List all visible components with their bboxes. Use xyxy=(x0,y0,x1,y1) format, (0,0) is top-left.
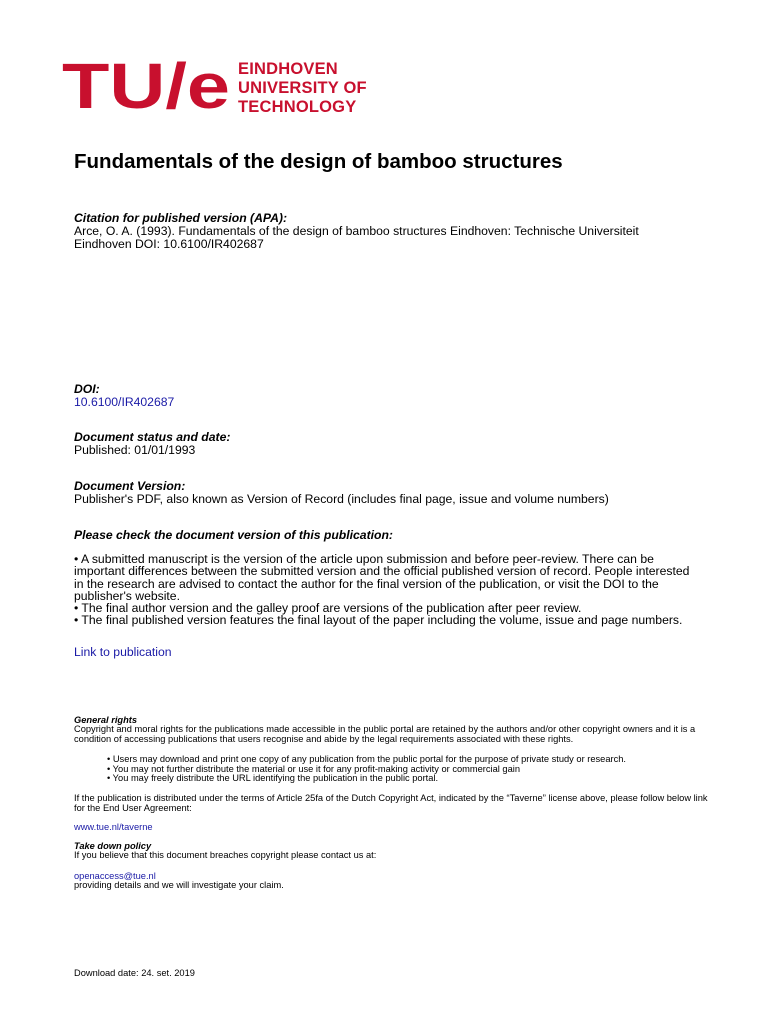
rights-item-2: • You may not further distribute the material or use it for any profit-making activity or commercial gain xyxy=(107,763,521,774)
svg-text:TU/e: TU/e xyxy=(62,56,230,116)
check-bullet-1: • A submitted manuscript is the version of the article upon submission and before peer-review. There can be important differences between the submitted version and the official published version of record. People interested in the research are advised to contact the author for the final version of the publication, or visit the DOI to the publisher's website. xyxy=(74,552,690,603)
university-name-line3: TECHNOLOGY xyxy=(238,98,357,116)
check-bullets xyxy=(74,553,694,627)
takedown-label: Take down policy xyxy=(74,841,152,851)
general-rights-section xyxy=(74,715,722,744)
status-value: Published: 01/01/1993 xyxy=(74,443,196,457)
version-value: Publisher's PDF, also known as Version of Record (includes final page, issue and volume numbers) xyxy=(74,492,609,506)
general-rights-label: General rights xyxy=(74,715,138,725)
check-bullet-2: • The final author version and the galley proof are versions of the publication after peer review. xyxy=(74,601,582,616)
takedown-section xyxy=(74,841,714,861)
citation-line2: Eindhoven DOI: 10.6100/IR402687 xyxy=(74,236,264,251)
version-label: Document Version: xyxy=(74,479,186,493)
document-title: Fundamentals of the design of bamboo structures xyxy=(74,150,563,173)
tue-logo xyxy=(62,56,367,116)
citation-section xyxy=(74,212,714,250)
citation-label: Citation for published version (APA): xyxy=(74,211,288,225)
doi-section xyxy=(74,383,714,409)
check-bullet-3: • The final published version features the final layout of the paper including the volume, issue and page numbers. xyxy=(74,613,683,628)
university-name-line1: EINDHOVEN xyxy=(238,60,338,78)
doi-label: DOI: xyxy=(74,382,100,396)
taverne-text: If the publication is distributed under the terms of Article 25fa of the Dutch Copyright Act, indicated by the “Taverne” license above, please follow below link for the End User Agreement: xyxy=(74,793,708,813)
takedown-followup xyxy=(74,881,714,891)
publication-link-row xyxy=(74,643,714,661)
status-section xyxy=(74,431,714,457)
doi-link[interactable]: 10.6100/IR402687 xyxy=(74,395,175,409)
taverne-section xyxy=(74,794,714,813)
download-date xyxy=(74,969,714,979)
takedown-followup-text: providing details and we will investigate your claim. xyxy=(74,880,284,890)
general-rights-text: Copyright and moral rights for the publications made accessible in the public portal are retained by the authors and/or other copyright owners and it is a condition of accessing publications that users recognise and abide by the legal requirements associated with these rights. xyxy=(74,724,696,744)
citation-line1: Arce, O. A. (1993). Fundamentals of the design of bamboo structures Eindhoven: Technische Universiteit xyxy=(74,224,639,238)
version-section xyxy=(74,480,714,506)
rights-item-3: • You may freely distribute the URL identifying the publication in the public portal. xyxy=(107,773,439,784)
university-name xyxy=(238,60,367,117)
status-label: Document status and date: xyxy=(74,430,231,444)
tue-logo-mark xyxy=(62,56,232,116)
taverne-link[interactable]: www.tue.nl/taverne xyxy=(74,822,153,832)
link-to-publication[interactable]: Link to publication xyxy=(74,645,172,659)
general-rights-list xyxy=(107,755,727,784)
rights-item-1: • Users may download and print one copy of any publication from the public portal for the purpose of private study or research. xyxy=(107,754,626,764)
download-date-text: Download date: 24. set. 2019 xyxy=(74,968,195,978)
check-label: Please check the document version of this publication: xyxy=(74,528,393,542)
takedown-text: If you believe that this document breaches copyright please contact us at: xyxy=(74,850,377,860)
taverne-link-row xyxy=(74,817,714,835)
check-section xyxy=(74,529,714,542)
university-name-line2: UNIVERSITY OF xyxy=(238,79,367,97)
takedown-email-link[interactable]: openaccess@tue.nl xyxy=(74,871,156,881)
